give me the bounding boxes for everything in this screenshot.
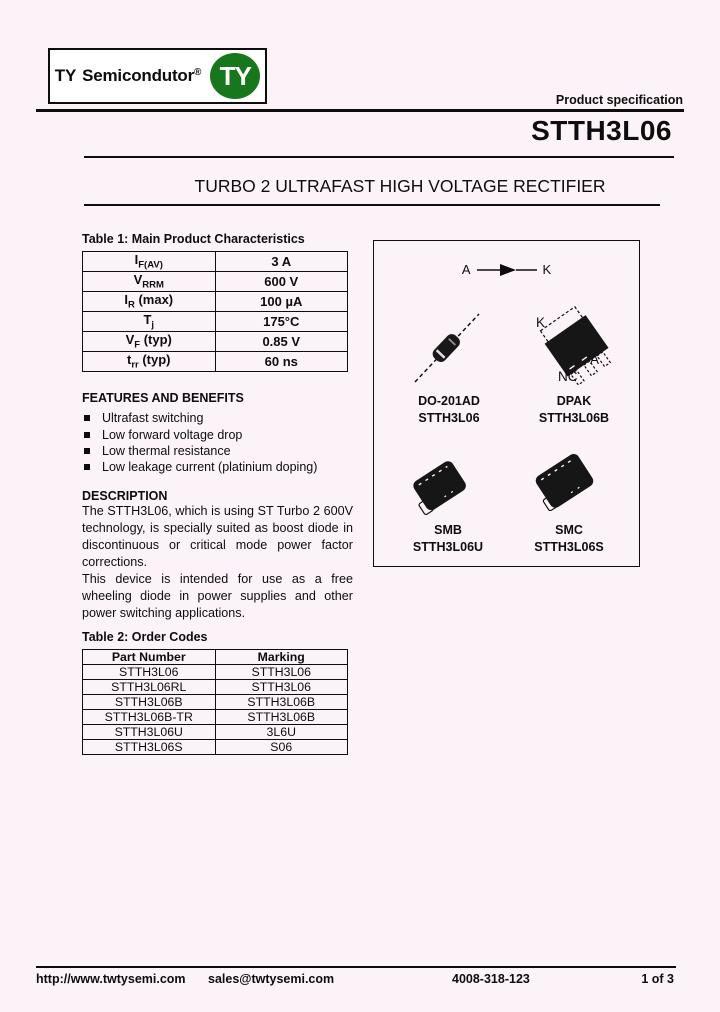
footer-website-link[interactable]: http://www.twtysemi.com	[36, 972, 186, 986]
package-name: SMC	[555, 523, 583, 537]
package-part: STTH3L06	[418, 411, 480, 425]
bullet-square-icon	[84, 415, 90, 421]
part-number-cell: STTH3L06RL	[83, 680, 216, 695]
value-cell: 3 A	[215, 252, 348, 272]
logo-badge-text: TY	[219, 60, 251, 91]
marking-cell: STTH3L06B	[215, 710, 348, 725]
brand-ty: TY	[54, 66, 77, 85]
table-row	[83, 312, 348, 332]
smc-drawing	[532, 453, 606, 511]
description-title: DESCRIPTION	[82, 489, 168, 503]
table2-title: Table 2: Order Codes	[82, 630, 208, 644]
table1-title: Table 1: Main Product Characteristics	[82, 232, 305, 246]
symbol-cell: $I_R$ (max)	[83, 292, 216, 312]
symbol-cell: $T_j$	[83, 312, 216, 332]
list-item	[84, 410, 364, 426]
value-cell: 600 V	[215, 272, 348, 292]
package-caption	[386, 393, 512, 427]
package-caption	[516, 393, 632, 427]
description-text	[82, 503, 353, 622]
marking-cell: 3L6U	[215, 725, 348, 740]
table-row	[83, 352, 348, 372]
package-caption	[385, 522, 511, 556]
bullet-square-icon	[84, 464, 90, 470]
value-cell: 175°C	[215, 312, 348, 332]
ty-logo-icon	[210, 53, 260, 99]
footer-email-link[interactable]: sales@twtysemi.com	[208, 972, 335, 986]
package-diagram-box	[373, 240, 640, 567]
value-cell: 0.85 V	[215, 332, 348, 352]
dpak-pin-a-label: A	[590, 352, 600, 367]
footer-divider	[36, 966, 676, 968]
table-row	[83, 710, 348, 725]
symbol-cell: $I_{F(AV)}$	[83, 252, 216, 272]
table-row	[83, 725, 348, 740]
feature-text: Low thermal resistance	[102, 443, 231, 458]
package-caption	[509, 522, 629, 556]
package-part: STTH3L06S	[534, 540, 604, 554]
symbol-cell: $t_{rr}$ (typ)	[83, 352, 216, 372]
part-number-cell: STTH3L06B-TR	[83, 710, 216, 725]
brand-text	[55, 66, 201, 86]
feature-text: Low leakage current (platinium doping)	[102, 460, 318, 475]
package-name: SMB	[434, 523, 462, 537]
dpak-pin-nc-label: NC	[558, 369, 578, 384]
table-row	[83, 272, 348, 292]
bullet-square-icon	[84, 432, 90, 438]
package-part: STTH3L06U	[412, 540, 484, 554]
table-header-row	[83, 650, 348, 665]
page-subtitle: TURBO 2 ULTRAFAST HIGH VOLTAGE RECTIFIER	[194, 176, 606, 196]
header-divider	[36, 109, 684, 112]
product-spec-label: Product specification	[555, 93, 683, 107]
table-row	[83, 332, 348, 352]
brand-name: Semicondutor	[82, 66, 195, 85]
order-codes-table	[82, 649, 348, 755]
title-underline	[84, 156, 674, 158]
table-row	[83, 292, 348, 312]
cathode-label: K	[542, 262, 552, 277]
table-row	[83, 680, 348, 695]
registered-mark: ®	[194, 67, 202, 78]
diode-symbol	[374, 262, 639, 277]
part-number-cell: STTH3L06S	[83, 740, 216, 755]
feature-text: Ultrafast switching	[102, 411, 204, 426]
part-number-cell: STTH3L06	[83, 665, 216, 680]
footer-phone: 4008-318-123	[452, 972, 530, 986]
marking-cell: STTH3L06	[215, 665, 348, 680]
list-item	[84, 459, 364, 475]
diode-arrow-icon	[477, 263, 537, 277]
anode-label: A	[461, 262, 471, 277]
part-number-cell: STTH3L06B	[83, 695, 216, 710]
description-paragraph: This device is intended for use as a free wheeling diode in power supplies and other power switching applications.	[82, 572, 353, 620]
bullet-square-icon	[84, 448, 90, 454]
page-number: 1 of 3	[641, 972, 674, 986]
marking-cell: STTH3L06	[215, 680, 348, 695]
list-item	[84, 426, 364, 442]
part-number-title: STTH3L06	[531, 115, 672, 146]
symbol-cell: $V_{RRM}$	[83, 272, 216, 292]
subtitle-underline	[84, 204, 660, 206]
value-cell: 100 µA	[215, 292, 348, 312]
part-number-cell: STTH3L06U	[83, 725, 216, 740]
do-201ad-drawing	[410, 309, 484, 387]
value-cell: 60 ns	[215, 352, 348, 372]
marking-cell: STTH3L06B	[215, 695, 348, 710]
column-header: Part Number	[83, 650, 216, 665]
main-characteristics-table	[82, 251, 348, 372]
logo	[48, 48, 267, 104]
package-name: DPAK	[556, 394, 592, 408]
description-paragraph: The STTH3L06, which is using ST Turbo 2 600V technology, is specially suited as boost diode in discontinuous or critical mode power factor corrections.	[82, 504, 353, 569]
package-part: STTH3L06B	[538, 411, 610, 425]
dpak-pin-k-label: K	[536, 315, 546, 330]
symbol-cell: $V_F$ (typ)	[83, 332, 216, 352]
list-item	[84, 443, 364, 459]
feature-text: Low forward voltage drop	[102, 427, 243, 442]
package-name: DO-201AD	[418, 394, 480, 408]
marking-cell: S06	[215, 740, 348, 755]
table-row	[83, 665, 348, 680]
smb-drawing	[408, 459, 478, 515]
features-list	[84, 410, 364, 476]
column-header: Marking	[215, 650, 348, 665]
table-row	[83, 740, 348, 755]
table-row	[83, 252, 348, 272]
table-row	[83, 695, 348, 710]
features-title: FEATURES AND BENEFITS	[82, 391, 244, 405]
